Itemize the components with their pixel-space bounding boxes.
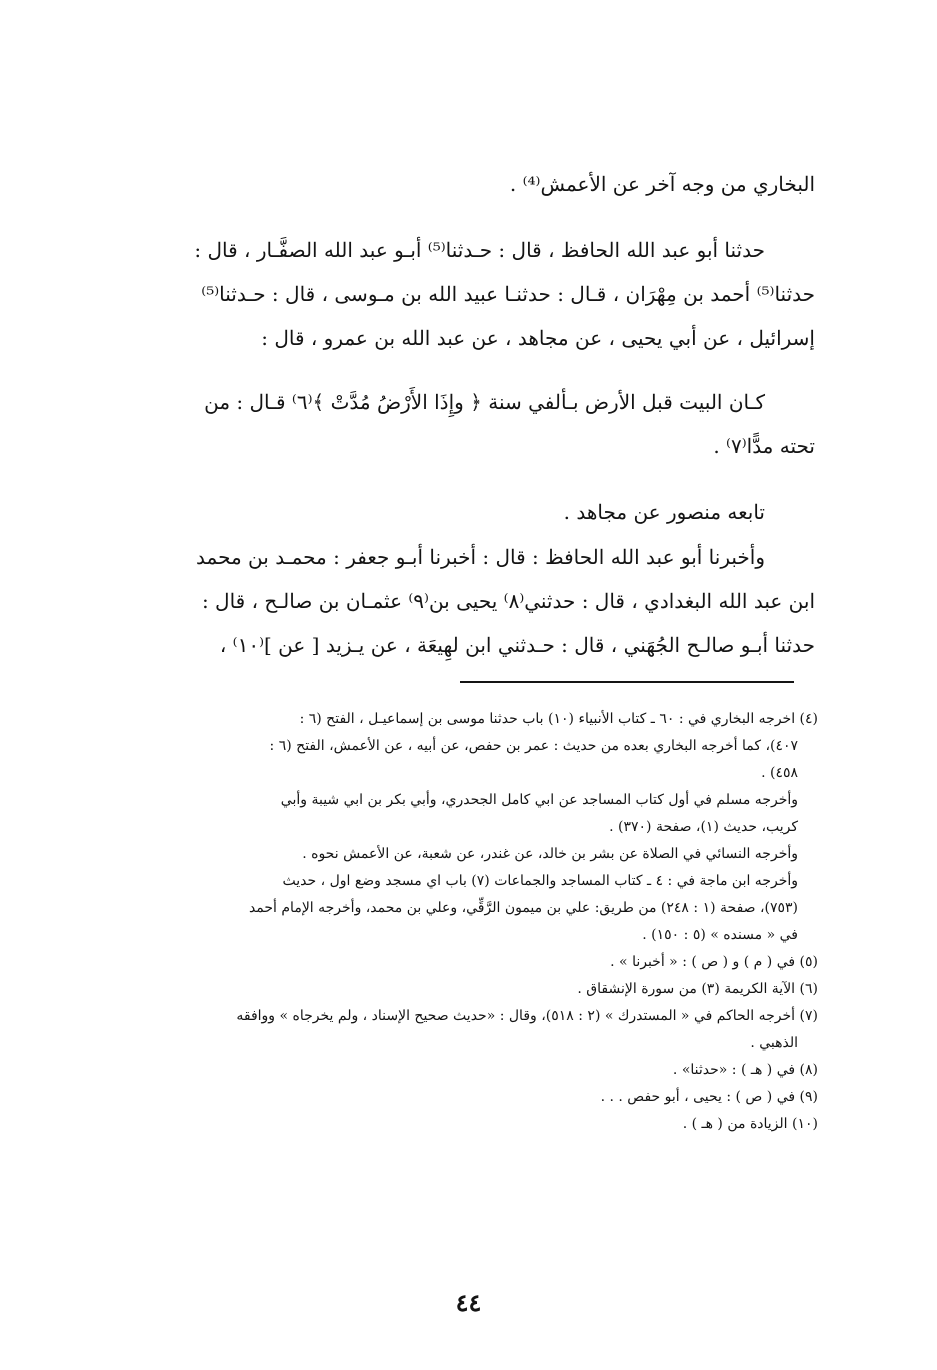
footnote-line: (٨) في ( هـ ) : «حدثنا» . — [672, 1062, 818, 1078]
text-line: كـان البيت قبل الأرض بـألفي سنة ﴿ وإِذَا الأَرْضُ مُدَّتْ ﴾⁽٦⁾ قـال : من — [204, 390, 765, 414]
paragraph-3 — [95, 380, 815, 468]
footnote-line: (٤) اخرجه البخاري في : ٦٠ ـ كتاب الأنبياء (١٠) باب حدثنا موسى بن إسماعيـل ، الفتح (٦ : — [299, 711, 818, 727]
footnote-line: (١٠) الزيادة من ( هـ ) . — [682, 1116, 818, 1132]
footnote-line: (٩) في ( ص ) : يحيى ، أبو حفص . . . — [600, 1089, 818, 1105]
footnote-line: كريب، حديث (١)، صفحة (٣٧٠) . — [609, 819, 798, 835]
text-line: تابعه منصور عن مجاهد . — [563, 500, 765, 524]
footnote-divider — [460, 681, 794, 683]
text-line: وأخبرنا أبو عبد الله الحافظ : قال : أخبرنا أبـو جعفر : محمـد بن محمد — [196, 545, 765, 569]
paragraph-4 — [95, 490, 815, 534]
footnote-line: الذهبي . — [750, 1035, 798, 1051]
footnotes — [100, 706, 818, 1138]
footnote-line: في « مسنده » (٥ : ١٥٠) . — [642, 927, 798, 943]
text-line: حدثنا أبو عبد الله الحافظ ، قال : حـدثنا⁽⁵⁾ أبـو عبد الله الصفَّـار ، قال : — [194, 238, 765, 262]
footnote-line: ٤٥٨) . — [761, 765, 798, 781]
footnote-line: (٦) الآية الكريمة (٣) من سورة الإنشقاق . — [577, 981, 818, 997]
text-line: تحته مدًّا⁽٧⁾ . — [713, 434, 815, 458]
text-line: ابن عبد الله البغدادي ، قال : حدثني⁽٨⁾ يحيى بن⁽٩⁾ عثمـان بن صالـح ، قال : — [201, 589, 815, 613]
footnote-line: (٥) في ( م ) و ( ص ) : « أخبرنا » . — [610, 954, 818, 970]
footnote-line: (٧) أخرجه الحاكم في « المستدرك » (٢ : ٥١٨)، وقال : «حديث صحيح الإسناد ، ولم يخرجاه » ووافقه — [236, 1008, 818, 1024]
paragraph-5 — [95, 535, 815, 667]
footnote-line: وأخرجه ابن ماجة في : ٤ ـ كتاب المساجد والجماعات (٧) باب اي مسجد وضع اول ، حديث — [282, 873, 798, 889]
page-number: ٤٤ — [455, 1288, 482, 1317]
footnote-line: وأخرجه النسائي في الصلاة عن بشر بن خالد، عن غندر، عن شعبة، عن الأعمش نحوه . — [302, 846, 798, 862]
paragraph-2 — [95, 228, 815, 360]
text-line: حدثنا⁽⁵⁾ أحمد بن مِهْرَان ، قـال : حدثنـا عبيد الله بن مـوسى ، قال : حـدثنا⁽⁵⁾ — [201, 282, 815, 306]
paragraph-1 — [95, 162, 815, 206]
footnote-line: (٧٥٣)، صفحة (١ : ٢٤٨) من طريق: علي بن ميمون الرَّقِّي، وعلي بن محمد، وأخرجه الإمام أحمد — [248, 900, 798, 916]
footnote-line: وأخرجه مسلم في أول كتاب المساجد عن ابي كامل الجحدري، وأبي بكر بن ابي شيبة وأبي — [280, 792, 798, 808]
text-line: حدثنا أبـو صالـح الجُهَني ، قال : حـدثني ابن لهِيعَة ، عن يـزيد [ عن ]⁽١٠⁾ ، — [219, 633, 815, 657]
footnote-line: ٤٠٧)، كما أخرجه البخاري بعده من حديث : عمر بن حفص، عن أبيه ، عن الأعمش، الفتح (٦ : — [269, 738, 798, 754]
text-line: البخاري من وجه آخر عن الأعمش⁽⁴⁾ . — [509, 172, 815, 196]
text-line: إسرائيل ، عن أبي يحيى ، عن مجاهد ، عن عبد الله بن عمرو ، قال : — [261, 326, 815, 350]
